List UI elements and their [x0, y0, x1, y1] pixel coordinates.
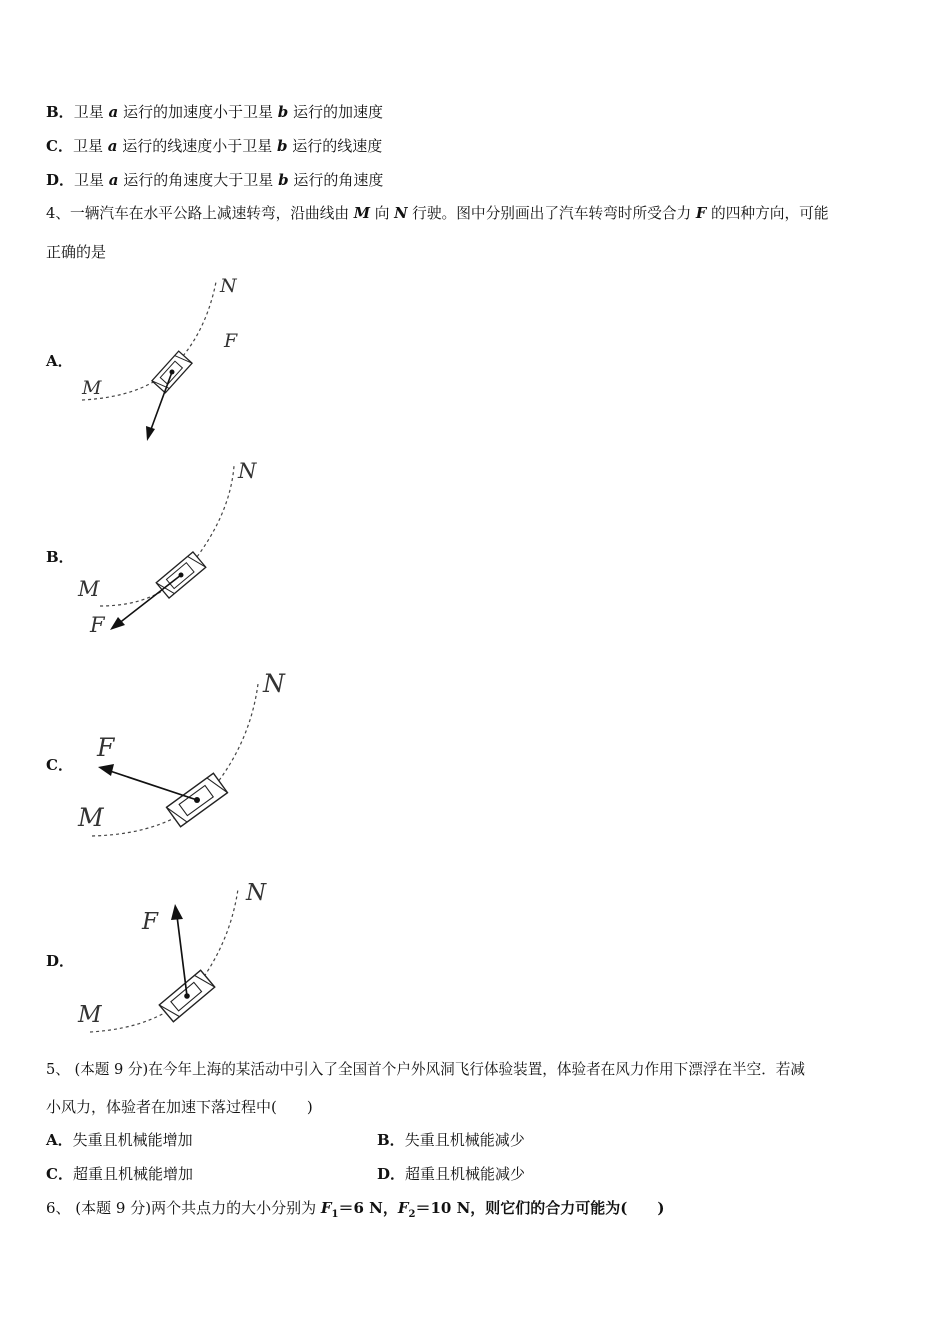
q4-option-a-label: A．: [46, 352, 73, 370]
label-f: F: [90, 613, 105, 637]
label-m: M: [82, 377, 102, 399]
curve-path: [82, 282, 216, 400]
label-m: M: [78, 1002, 102, 1028]
force-arrow: [110, 771, 197, 800]
q4-option-d-figure: [70, 874, 290, 1044]
label-m: M: [78, 803, 104, 832]
q5-stem-line2: 小风力，体验者在加速下落过程中( ): [46, 1098, 313, 1116]
q5-option-b: B．失重且机械能减少: [377, 1131, 525, 1149]
q5-option-c: C．超重且机械能增加: [46, 1165, 193, 1183]
q4-stem-line2: 正确的是: [46, 243, 107, 261]
q3-option-d: D．卫星 a 运行的角速度大于卫星 b 运行的角速度: [46, 171, 384, 189]
q4-option-a-figure: [70, 272, 270, 452]
q5-stem-line1: 5、 (本题 9 分)在今年上海的某活动中引入了全国首个户外风洞飞行体验装置，体验者在风力作用下漂浮在半空．若减: [46, 1061, 805, 1078]
q4-stem-line1: 4、一辆汽车在水平公路上减速转弯，沿曲线由 M 向 N 行驶。图中分别画出了汽车转弯时所受合力 F 的四种方向，可能: [46, 205, 829, 222]
q4-option-d-label: D．: [46, 952, 75, 970]
label-f: F: [97, 733, 115, 762]
q5-option-d: D．超重且机械能减少: [377, 1165, 526, 1183]
q3-option-c: C．卫星 a 运行的线速度小于卫星 b 运行的线速度: [46, 137, 383, 155]
label-n: N: [238, 459, 257, 483]
q3-option-b: B．卫星 a 运行的加速度小于卫星 b 运行的加速度: [46, 103, 384, 121]
label-n: N: [246, 880, 267, 906]
label-f: F: [142, 909, 158, 935]
q4-option-b-label: B．: [46, 548, 74, 566]
q4-option-b-figure: [70, 456, 290, 646]
q4-option-c-label: C．: [46, 756, 73, 774]
q5-option-a: A．失重且机械能增加: [46, 1131, 193, 1149]
label-m: M: [78, 577, 100, 601]
q6-stem: 6、 (本题 9 分)两个共点力的大小分别为 $F_1=6$ N，$F_2=10$ N，则它们的合力可能为( ): [46, 1199, 665, 1220]
label-f: F: [224, 330, 238, 352]
label-n: N: [220, 275, 237, 297]
label-n: N: [263, 669, 285, 698]
force-arrow: [177, 916, 187, 996]
force-arrow: [118, 575, 181, 624]
q4-option-c-figure: [70, 664, 310, 854]
